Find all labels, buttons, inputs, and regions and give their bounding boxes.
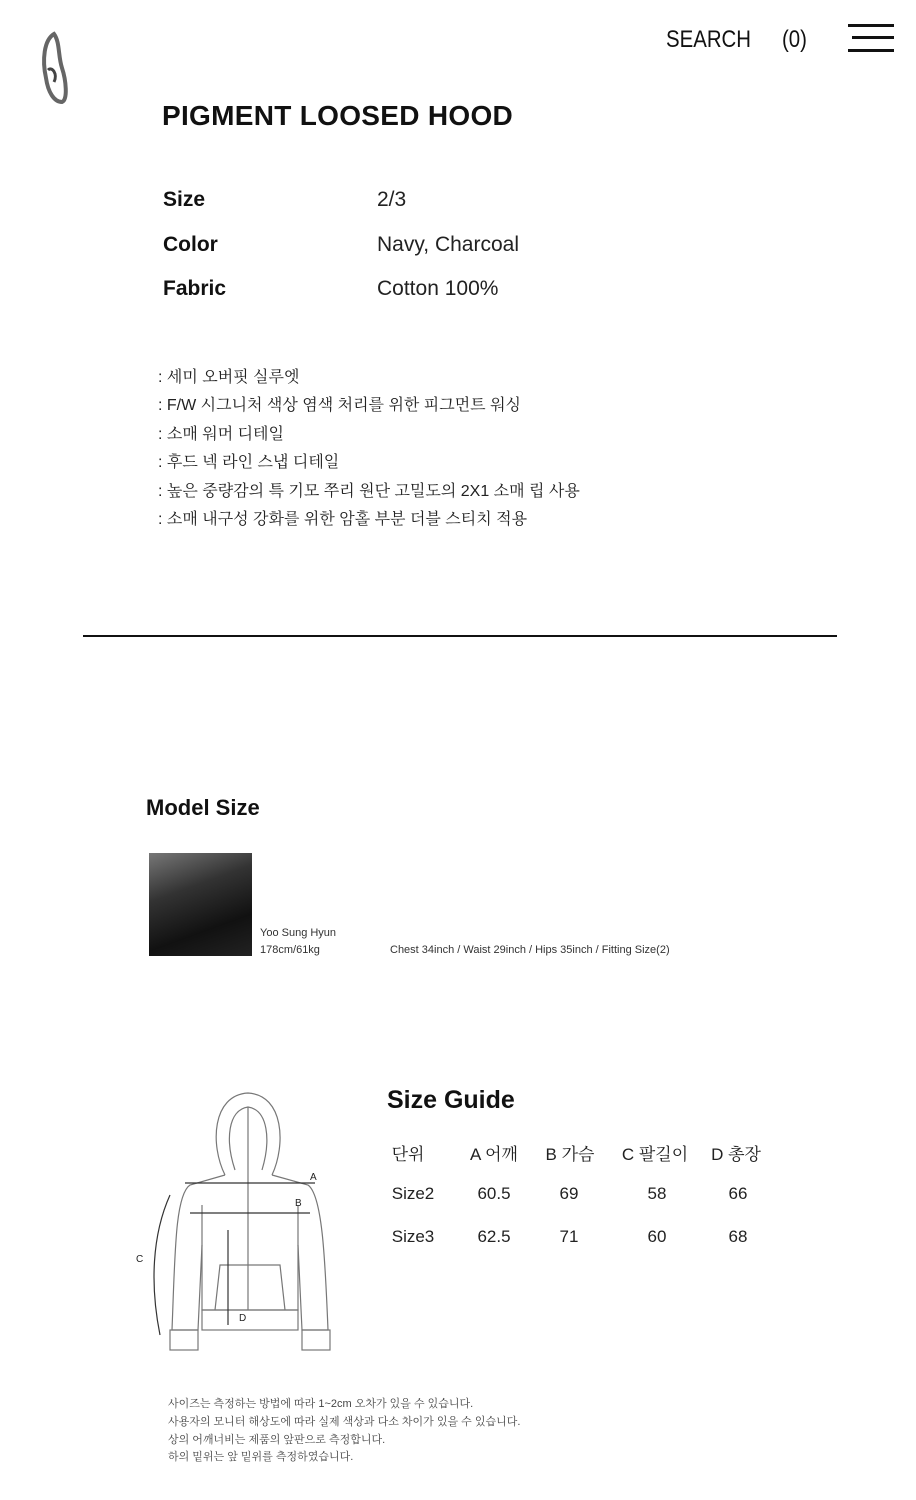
table-cell: 69 (559, 1184, 579, 1203)
diagram-label-d: D (239, 1313, 247, 1324)
table-cell: 60.5 (477, 1184, 511, 1203)
table-cell: 60 (647, 1227, 667, 1246)
carabiner-logo-icon[interactable] (40, 30, 70, 106)
spec-label-color: Color (163, 233, 218, 256)
table-header: C 팔길이 (621, 1145, 689, 1164)
table-cell: Size3 (391, 1227, 435, 1246)
model-photo (149, 853, 252, 956)
feature-item: : F/W 시그니처 색상 염색 처리를 위한 피그먼트 워싱 (158, 397, 521, 414)
size-note: 사용자의 모니터 해상도에 따라 실제 색상과 다소 차이가 있을 수 있습니다. (168, 1416, 521, 1428)
feature-item: : 세미 오버핏 실루엣 (158, 369, 300, 386)
table-cell: 66 (728, 1184, 748, 1203)
spec-value-fabric: Cotton 100% (377, 277, 499, 300)
spec-value-color: Navy, Charcoal (377, 233, 519, 256)
feature-item: : 높은 중량감의 특 기모 쭈리 원단 고밀도의 2X1 소매 립 사용 (158, 483, 580, 500)
diagram-label-c: C (136, 1254, 144, 1265)
table-header: A 어깨 (470, 1145, 518, 1164)
table-header: D 총장 (711, 1145, 761, 1164)
model-name: Yoo Sung Hyun (260, 927, 337, 939)
feature-item: : 소매 워머 디테일 (158, 426, 284, 443)
cart-count-link[interactable]: (0) (782, 26, 807, 53)
hoodie-diagram (130, 1085, 360, 1360)
table-cell: 68 (728, 1227, 748, 1246)
search-link[interactable]: SEARCH (666, 26, 752, 53)
diagram-label-b: B (295, 1198, 302, 1209)
table-cell: 71 (559, 1227, 579, 1246)
table-cell: 62.5 (477, 1227, 511, 1246)
spec-label-fabric: Fabric (163, 277, 227, 300)
product-title: PIGMENT LOOSED HOOD (162, 100, 514, 131)
table-header: B 가슴 (545, 1145, 595, 1164)
model-measurements: Chest 34inch / Waist 29inch / Hips 35inch / Fitting Size(2) (390, 944, 670, 956)
size-note: 상의 어깨너비는 제품의 앞판으로 측정합니다. (168, 1434, 386, 1446)
spec-label-size: Size (163, 188, 206, 211)
spec-value-size: 2/3 (377, 188, 407, 211)
feature-item: : 후드 넥 라인 스냅 디테일 (158, 454, 340, 471)
table-cell: Size2 (391, 1184, 435, 1203)
table-header: 단위 (391, 1145, 425, 1164)
diagram-label-a: A (310, 1172, 317, 1183)
section-divider (83, 635, 837, 637)
size-note: 사이즈는 측정하는 방법에 따라 1~2cm 오차가 있을 수 있습니다. (168, 1398, 474, 1410)
hamburger-menu-icon[interactable] (848, 22, 894, 54)
feature-item: : 소매 내구성 강화를 위한 암홀 부분 더블 스티치 적용 (158, 511, 528, 528)
size-guide-heading: Size Guide (387, 1086, 515, 1114)
table-cell: 58 (647, 1184, 667, 1203)
model-body: 178cm/61kg (260, 944, 320, 956)
model-size-heading: Model Size (146, 795, 260, 820)
size-note: 하의 밑위는 앞 밑위를 측정하였습니다. (168, 1451, 354, 1463)
